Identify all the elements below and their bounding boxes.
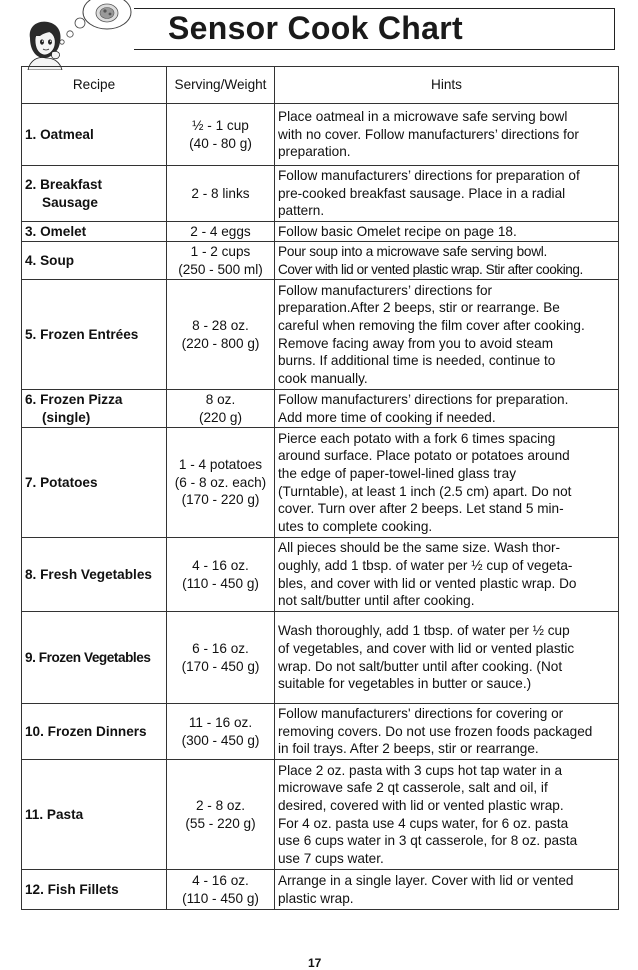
column-header-serving: Serving/Weight bbox=[167, 67, 275, 104]
hints-cell bbox=[275, 612, 619, 704]
recipe-cell bbox=[22, 538, 167, 612]
hint-line: cover. Turn over after 2 beeps. Let stand 5 min- bbox=[278, 501, 564, 517]
serving-line: (110 - 450 g) bbox=[182, 575, 259, 591]
hints-cell bbox=[275, 390, 619, 428]
hints-cell bbox=[275, 222, 619, 242]
hint-line: Place 2 oz. pasta with 3 cups hot tap water in a bbox=[278, 762, 563, 778]
table-row bbox=[22, 280, 619, 390]
recipe-cell bbox=[22, 280, 167, 390]
hint-line: Pour soup into a microwave safe serving bowl. bbox=[278, 243, 548, 259]
hint-line: use 6 cups water in 3 qt casserole, for 8 oz. pasta bbox=[278, 833, 578, 849]
serving-line: (170 - 220 g) bbox=[181, 492, 260, 508]
hint-line: Wash thoroughly, add 1 tbsp. of water per ½ cup bbox=[278, 623, 570, 639]
page-header bbox=[20, 4, 616, 50]
recipe-name: 2. Breakfast bbox=[25, 176, 103, 192]
page-number: 17 bbox=[308, 956, 322, 970]
recipe-cell bbox=[22, 166, 167, 222]
hint-line: Add more time of cooking if needed. bbox=[278, 409, 496, 425]
serving-line: (55 - 220 g) bbox=[185, 815, 256, 831]
hint-line: utes to complete cooking. bbox=[278, 518, 433, 534]
recipe-name: 9. Frozen Vegetables bbox=[25, 649, 151, 665]
hint-line: preparation.After 2 beeps, stir or rearrange. Be bbox=[278, 300, 560, 316]
table-row bbox=[22, 428, 619, 538]
serving-cell bbox=[167, 280, 275, 390]
hint-line: use 7 cups water. bbox=[278, 850, 384, 866]
recipe-name: 10. Frozen Dinners bbox=[25, 723, 147, 739]
hint-line: Arrange in a single layer. Cover with lid or vented bbox=[278, 872, 574, 888]
hint-line: not salt/butter until after cooking. bbox=[278, 593, 475, 609]
hint-line: Follow manufacturers’ directions for preparation. bbox=[278, 391, 569, 407]
recipe-name: 11. Pasta bbox=[25, 806, 84, 822]
recipe-name: 4. Soup bbox=[25, 252, 75, 268]
table-row bbox=[22, 760, 619, 870]
hints-cell bbox=[275, 428, 619, 538]
serving-line: 2 - 8 links bbox=[191, 185, 250, 201]
hints-cell bbox=[275, 166, 619, 222]
column-header-recipe: Recipe bbox=[22, 67, 167, 104]
serving-cell bbox=[167, 870, 275, 910]
serving-line: 1 - 4 potatoes bbox=[178, 457, 263, 473]
serving-line: 1 - 2 cups bbox=[190, 243, 251, 259]
serving-cell bbox=[167, 538, 275, 612]
serving-cell bbox=[167, 612, 275, 704]
table-row bbox=[22, 704, 619, 760]
hint-line: Follow manufacturers’ directions for preparation of bbox=[278, 168, 580, 184]
hint-line: Cover with lid or vented plastic wrap. Stir after cooking. bbox=[278, 261, 583, 277]
hints-cell bbox=[275, 280, 619, 390]
recipe-name: (single) bbox=[42, 409, 91, 425]
hint-line: Place oatmeal in a microwave safe serving bowl bbox=[278, 109, 568, 125]
table-row bbox=[22, 390, 619, 428]
recipe-name: 12. Fish Fillets bbox=[25, 881, 119, 897]
hint-line: burns. If additional time is needed, continue to bbox=[278, 353, 556, 369]
serving-line: (40 - 80 g) bbox=[189, 135, 252, 151]
serving-line: 4 - 16 oz. bbox=[192, 872, 249, 888]
hint-line: removing covers. Do not use frozen foods packaged bbox=[278, 723, 593, 739]
hints-cell bbox=[275, 704, 619, 760]
recipe-cell bbox=[22, 612, 167, 704]
chef-mascot-icon bbox=[14, 0, 134, 70]
serving-cell bbox=[167, 104, 275, 166]
serving-cell bbox=[167, 704, 275, 760]
hint-line: oughly, add 1 tbsp. of water per ½ cup of vegeta- bbox=[278, 557, 573, 573]
table-row bbox=[22, 538, 619, 612]
serving-cell bbox=[167, 390, 275, 428]
recipe-cell bbox=[22, 704, 167, 760]
hint-line: bles, and cover with lid or vented plastic wrap. Do bbox=[278, 575, 577, 591]
hint-line: suitable for vegetables in butter or sauce.) bbox=[278, 676, 532, 692]
serving-line: (220 g) bbox=[198, 409, 243, 425]
recipe-cell bbox=[22, 104, 167, 166]
recipe-name: Sausage bbox=[42, 194, 98, 210]
hint-line: careful when removing the film cover after cooking. bbox=[278, 317, 585, 333]
serving-line: (110 - 450 g) bbox=[182, 890, 259, 906]
serving-cell bbox=[167, 166, 275, 222]
recipe-name: 7. Potatoes bbox=[25, 474, 98, 490]
serving-line: (250 - 500 ml) bbox=[178, 261, 263, 277]
hint-line: the edge of paper-towel-lined glass tray bbox=[278, 465, 517, 481]
table-row bbox=[22, 612, 619, 704]
serving-line: 8 - 28 oz. bbox=[192, 317, 249, 333]
serving-line: 11 - 16 oz. bbox=[188, 714, 253, 730]
hint-line: in foil trays. After 2 beeps, stir or rearrange. bbox=[278, 741, 539, 757]
serving-line: 4 - 16 oz. bbox=[192, 557, 249, 573]
hint-line: cook manually. bbox=[278, 370, 368, 386]
page-title: Sensor Cook Chart bbox=[168, 10, 463, 46]
hint-line: preparation. bbox=[278, 144, 351, 160]
serving-line: (6 - 8 oz. each) bbox=[174, 474, 267, 490]
hint-line: plastic wrap. bbox=[278, 890, 354, 906]
table-header-row bbox=[22, 67, 619, 104]
hint-line: (Turntable), at least 1 inch (2.5 cm) apart. Do not bbox=[278, 483, 572, 499]
hint-line: with no cover. Follow manufacturers’ directions for bbox=[278, 126, 579, 142]
recipe-cell bbox=[22, 870, 167, 910]
serving-line: (220 - 800 g) bbox=[181, 335, 260, 351]
recipe-cell bbox=[22, 222, 167, 242]
recipe-cell bbox=[22, 242, 167, 280]
serving-line: 8 oz. bbox=[205, 391, 236, 407]
serving-line: ½ - 1 cup bbox=[192, 117, 249, 133]
serving-cell bbox=[167, 760, 275, 870]
table-row bbox=[22, 166, 619, 222]
serving-line: 6 - 16 oz. bbox=[192, 640, 249, 656]
hints-cell bbox=[275, 242, 619, 280]
table-row bbox=[22, 870, 619, 910]
hint-line: pre-cooked breakfast sausage. Place in a radial bbox=[278, 185, 566, 201]
hint-line: Follow manufacturers’ directions for bbox=[278, 282, 493, 298]
recipe-cell bbox=[22, 428, 167, 538]
hint-line: Follow manufacturers' directions for covering or bbox=[278, 706, 564, 722]
table-row bbox=[22, 104, 619, 166]
hint-line: of vegetables, and cover with lid or vented plastic bbox=[278, 640, 575, 656]
hint-line: All pieces should be the same size. Wash thor- bbox=[278, 540, 561, 556]
column-header-hints: Hints bbox=[275, 67, 619, 104]
hints-cell bbox=[275, 104, 619, 166]
serving-line: (170 - 450 g) bbox=[181, 658, 260, 674]
hint-line: Pierce each potato with a fork 6 times spacing bbox=[278, 430, 556, 446]
table-row bbox=[22, 242, 619, 280]
hint-line: around surface. Place potato or potatoes around bbox=[278, 448, 570, 464]
hint-line: Follow basic Omelet recipe on page 18. bbox=[278, 223, 517, 239]
hint-line: For 4 oz. pasta use 4 cups water, for 6 oz. pasta bbox=[278, 815, 569, 831]
serving-line: (300 - 450 g) bbox=[181, 732, 260, 748]
recipe-cell bbox=[22, 390, 167, 428]
hint-line: Remove facing away from you to avoid steam bbox=[278, 335, 554, 351]
table-row bbox=[22, 222, 619, 242]
serving-line: 2 - 8 oz. bbox=[195, 797, 246, 813]
hints-cell bbox=[275, 870, 619, 910]
serving-cell bbox=[167, 428, 275, 538]
serving-line: 2 - 4 eggs bbox=[190, 223, 251, 239]
hint-line: microwave safe 2 qt casserole, salt and oil, if bbox=[278, 780, 548, 796]
serving-cell bbox=[167, 242, 275, 280]
hint-line: desired, covered with lid or vented plastic wrap. bbox=[278, 797, 564, 813]
recipe-cell bbox=[22, 760, 167, 870]
hint-line: pattern. bbox=[278, 203, 325, 219]
hint-line: wrap. Do not salt/butter until after cooking. (Not bbox=[278, 658, 563, 674]
recipe-name: 5. Frozen Entrées bbox=[25, 326, 139, 342]
recipe-name: 3. Omelet bbox=[25, 223, 87, 239]
recipe-name: 1. Oatmeal bbox=[25, 126, 94, 142]
recipe-name: 6. Frozen Pizza bbox=[25, 391, 123, 407]
sensor-cook-table bbox=[21, 66, 619, 910]
hints-cell bbox=[275, 538, 619, 612]
serving-cell bbox=[167, 222, 275, 242]
recipe-name: 8. Fresh Vegetables bbox=[25, 566, 152, 582]
hints-cell bbox=[275, 760, 619, 870]
